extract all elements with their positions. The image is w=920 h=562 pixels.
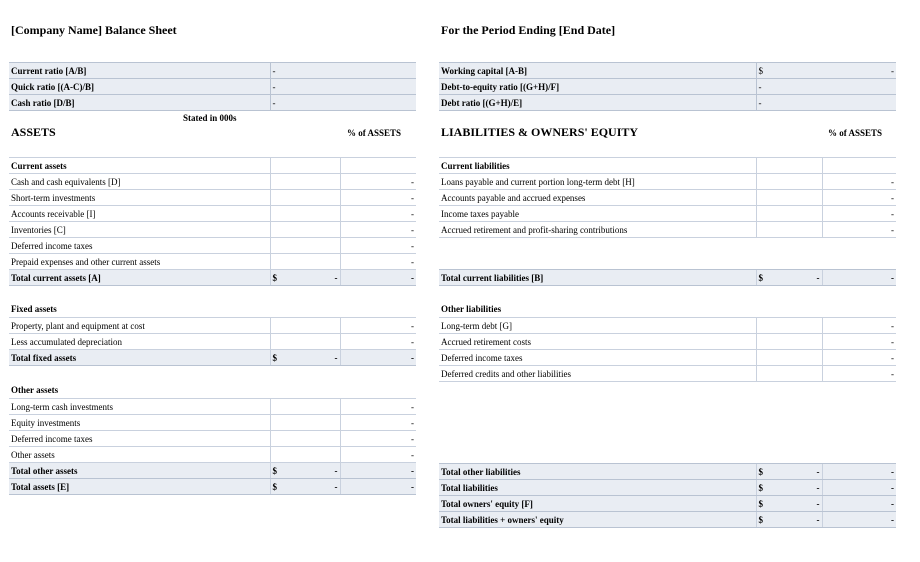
row-label: Income taxes payable [439,206,756,222]
period-label: For the Period Ending [End Date] [441,23,616,37]
pct-cell[interactable]: - [822,190,896,206]
total-label: Total current liabilities [B] [439,270,756,286]
currency-symbol: $ [272,481,277,492]
currency-symbol: $ [272,352,277,363]
amount-cell[interactable] [756,206,822,222]
table-row [9,238,416,254]
total-label: Total other liabilities [439,464,756,480]
ratios-right-table [439,62,896,111]
table-row [9,222,416,238]
pct-cell[interactable]: - [340,431,416,447]
value: - [816,482,820,493]
other-liabilities-heading: Other liabilities [441,304,502,314]
total-amount[interactable] [756,464,822,480]
row-label: Long-term debt [G] [439,318,756,334]
row-label: Less accumulated depreciation [9,334,270,350]
amount-cell[interactable] [756,318,822,334]
total-pct[interactable]: - [340,270,416,286]
pct-cell[interactable]: - [822,174,896,190]
total-amount[interactable] [756,480,822,496]
ratio-row [9,95,416,111]
row-label: Accounts receivable [I] [9,206,270,222]
row-label: Prepaid expenses and other current assets [9,254,270,270]
total-amount[interactable] [270,479,340,495]
value: - [334,481,338,492]
table-row [9,318,416,334]
total-row [9,350,416,366]
ratio-row [9,63,416,79]
value: - [816,272,820,283]
pct-cell[interactable]: - [340,415,416,431]
amount-cell[interactable] [756,190,822,206]
table-row [439,206,896,222]
amount-cell[interactable] [270,399,340,415]
total-label: Total assets [E] [9,479,270,495]
currency-symbol: $ [758,65,763,76]
amount-cell[interactable] [270,206,340,222]
total-pct[interactable]: - [822,464,896,480]
amount-cell[interactable] [270,190,340,206]
section-label: Current liabilities [439,158,756,174]
row-label: Accounts payable and accrued expenses [439,190,756,206]
ratio-label: Working capital [A-B] [439,63,756,79]
stated-in-note: Stated in 000s [183,113,237,123]
table-row [9,206,416,222]
row-label: Equity investments [9,415,270,431]
ratio-row [9,79,416,95]
total-amount[interactable] [756,512,822,528]
row-label: Short-term investments [9,190,270,206]
currency-symbol: $ [758,482,763,493]
total-row [439,512,896,528]
pct-cell[interactable]: - [340,334,416,350]
amount-cell[interactable] [270,447,340,463]
amount-cell[interactable] [270,238,340,254]
total-amount[interactable] [270,350,340,366]
pct-cell[interactable] [340,158,416,174]
row-label: Property, plant and equipment at cost [9,318,270,334]
value: - [816,466,820,477]
value: - [891,65,894,76]
ratios-left-table [9,62,416,111]
ratio-value[interactable] [756,63,896,79]
table-row [9,415,416,431]
total-label: Total fixed assets [9,350,270,366]
ratio-value[interactable]: - [270,63,416,79]
fixed-assets-heading: Fixed assets [11,304,57,314]
other-assets-table [9,398,416,495]
table-row [439,334,896,350]
row-label: Other assets [9,447,270,463]
ratio-label: Quick ratio [(A-C)/B] [9,79,270,95]
value: - [334,272,338,283]
pct-cell[interactable]: - [340,254,416,270]
total-amount[interactable] [270,463,340,479]
total-label: Total other assets [9,463,270,479]
total-row [439,464,896,480]
table-row [9,158,416,174]
row-label: Cash and cash equivalents [D] [9,174,270,190]
table-row [439,366,896,382]
row-label: Loans payable and current portion long-term debt [H] [439,174,756,190]
currency-symbol: $ [272,465,277,476]
pct-cell[interactable] [822,158,896,174]
ratio-value[interactable]: - [270,95,416,111]
pct-cell[interactable]: - [822,222,896,238]
pct-cell[interactable]: - [340,447,416,463]
total-row [9,463,416,479]
other-liabilities-table [439,317,896,382]
other-assets-heading: Other assets [11,385,59,395]
table-row [439,350,896,366]
liability-totals-table [439,463,896,528]
pct-cell[interactable]: - [822,366,896,382]
ratio-label: Debt-to-equity ratio [(G+H)/F] [439,79,756,95]
value: - [334,465,338,476]
amount-cell[interactable] [270,415,340,431]
pct-cell[interactable]: - [822,318,896,334]
ratio-row [439,79,896,95]
row-label: Deferred income taxes [439,350,756,366]
ratio-row [439,95,896,111]
current-assets-table [9,157,416,286]
total-pct[interactable]: - [822,480,896,496]
total-pct[interactable]: - [822,512,896,528]
value: - [334,352,338,363]
amount-cell[interactable] [756,158,822,174]
assets-pct-header: % of ASSETS [347,128,402,138]
amount-cell[interactable] [270,334,340,350]
total-row [439,496,896,512]
pct-cell[interactable]: - [340,190,416,206]
pct-cell[interactable]: - [340,222,416,238]
total-label: Total liabilities + owners' equity [439,512,756,528]
row-label: Deferred income taxes [9,238,270,254]
total-pct[interactable]: - [822,270,896,286]
currency-symbol: $ [758,498,763,509]
total-pct[interactable]: - [340,350,416,366]
ratio-row [439,63,896,79]
pct-cell[interactable]: - [340,174,416,190]
total-amount[interactable] [756,496,822,512]
currency-symbol: $ [758,466,763,477]
total-row [439,480,896,496]
total-label: Total current assets [A] [9,270,270,286]
sheet-title: [Company Name] Balance Sheet [11,23,177,37]
assets-heading: ASSETS [11,125,56,139]
pct-cell[interactable]: - [822,350,896,366]
amount-cell[interactable] [270,174,340,190]
row-label: Accrued retirement costs [439,334,756,350]
amount-cell[interactable] [270,431,340,447]
current-liabilities-table [439,157,896,238]
amount-cell[interactable] [270,158,340,174]
section-label: Current assets [9,158,270,174]
amount-cell[interactable] [270,254,340,270]
row-label: Long-term cash investments [9,399,270,415]
row-label: Deferred income taxes [9,431,270,447]
total-row [9,270,416,286]
table-row [9,399,416,415]
table-row [439,190,896,206]
table-row [439,222,896,238]
ratio-label: Current ratio [A/B] [9,63,270,79]
total-pct[interactable]: - [822,496,896,512]
table-row [439,158,896,174]
currency-symbol: $ [758,272,763,283]
table-row [9,190,416,206]
total-label: Total owners' equity [F] [439,496,756,512]
amount-cell[interactable] [270,222,340,238]
pct-cell[interactable]: - [340,238,416,254]
row-label: Accrued retirement and profit-sharing contributions [439,222,756,238]
table-row [9,447,416,463]
ratio-label: Cash ratio [D/B] [9,95,270,111]
row-label: Deferred credits and other liabilities [439,366,756,382]
current-liabilities-total [439,269,896,286]
table-row [9,174,416,190]
pct-cell[interactable]: - [822,334,896,350]
pct-cell[interactable]: - [340,206,416,222]
table-row [9,334,416,350]
currency-symbol: $ [758,514,763,525]
liabilities-heading: LIABILITIES & OWNERS' EQUITY [441,125,639,139]
pct-cell[interactable]: - [340,399,416,415]
total-amount[interactable] [756,270,822,286]
total-pct[interactable]: - [340,479,416,495]
ratio-label: Debt ratio [(G+H)/E] [439,95,756,111]
total-row [439,270,896,286]
pct-cell[interactable]: - [822,206,896,222]
grand-total-row [9,479,416,495]
table-row [9,254,416,270]
total-amount[interactable] [270,270,340,286]
table-row [9,431,416,447]
total-label: Total liabilities [439,480,756,496]
ratio-value[interactable]: - [756,95,896,111]
liabilities-pct-header: % of ASSETS [828,128,883,138]
pct-cell[interactable]: - [340,318,416,334]
currency-symbol: $ [272,272,277,283]
total-pct[interactable]: - [340,463,416,479]
fixed-assets-table [9,317,416,366]
table-row [439,318,896,334]
amount-cell[interactable] [756,334,822,350]
value: - [816,514,820,525]
amount-cell[interactable] [756,350,822,366]
ratio-value[interactable]: - [270,79,416,95]
amount-cell[interactable] [270,318,340,334]
value: - [816,498,820,509]
amount-cell[interactable] [756,174,822,190]
ratio-value[interactable]: - [756,79,896,95]
table-row [439,174,896,190]
row-label: Inventories [C] [9,222,270,238]
amount-cell[interactable] [756,222,822,238]
amount-cell[interactable] [756,366,822,382]
